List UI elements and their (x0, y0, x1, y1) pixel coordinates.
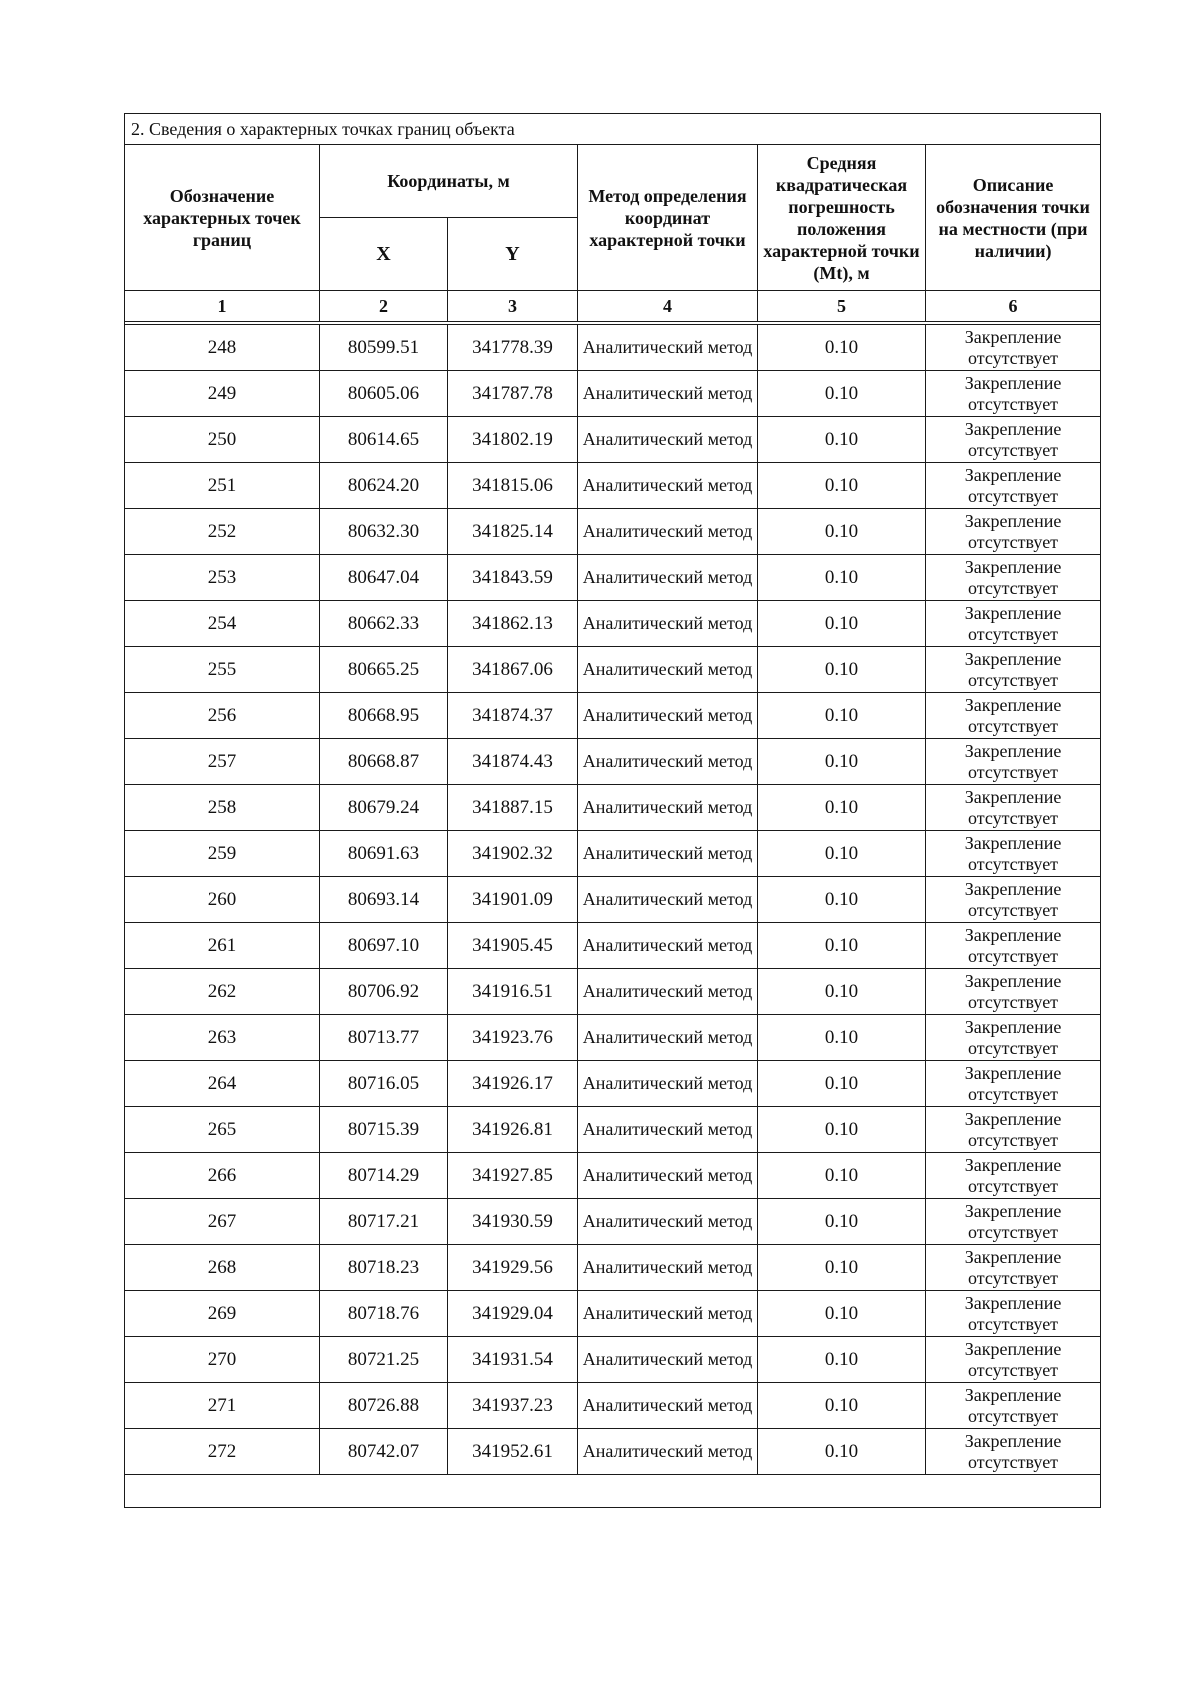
header-row-1 (125, 145, 1101, 218)
x-cell: 80715.39 (320, 1107, 448, 1153)
table-row (125, 1245, 1101, 1291)
table-row (125, 1291, 1101, 1337)
y-cell: 341901.09 (448, 877, 578, 923)
mt-cell: 0.10 (758, 555, 926, 601)
mt-cell: 0.10 (758, 1337, 926, 1383)
description-cell: Закрепление отсутствует (926, 739, 1101, 785)
description-cell: Закрепление отсутствует (926, 1153, 1101, 1199)
method-cell: Аналитический метод (578, 325, 758, 371)
table-row (125, 1107, 1101, 1153)
table-row (125, 1199, 1101, 1245)
point-cell: 258 (125, 785, 320, 831)
y-cell: 341927.85 (448, 1153, 578, 1199)
x-cell: 80691.63 (320, 831, 448, 877)
point-cell: 260 (125, 877, 320, 923)
x-cell: 80665.25 (320, 647, 448, 693)
point-cell: 262 (125, 969, 320, 1015)
method-cell: Аналитический метод (578, 739, 758, 785)
point-cell: 268 (125, 1245, 320, 1291)
description-cell: Закрепление отсутствует (926, 877, 1101, 923)
point-cell: 265 (125, 1107, 320, 1153)
point-cell: 263 (125, 1015, 320, 1061)
description-cell: Закрепление отсутствует (926, 371, 1101, 417)
description-cell: Закрепление отсутствует (926, 1429, 1101, 1475)
method-cell: Аналитический метод (578, 1291, 758, 1337)
point-cell: 267 (125, 1199, 320, 1245)
section-title: 2. Сведения о характерных точках границ объекта (125, 114, 1101, 145)
x-cell: 80614.65 (320, 417, 448, 463)
point-cell: 250 (125, 417, 320, 463)
y-cell: 341778.39 (448, 325, 578, 371)
table-row (125, 417, 1101, 463)
mt-cell: 0.10 (758, 969, 926, 1015)
y-cell: 341937.23 (448, 1383, 578, 1429)
description-cell: Закрепление отсутствует (926, 325, 1101, 371)
point-cell: 254 (125, 601, 320, 647)
point-cell: 255 (125, 647, 320, 693)
y-cell: 341862.13 (448, 601, 578, 647)
x-cell: 80624.20 (320, 463, 448, 509)
description-cell: Закрепление отсутствует (926, 1291, 1101, 1337)
table-row (125, 831, 1101, 877)
y-cell: 341874.43 (448, 739, 578, 785)
table-row (125, 509, 1101, 555)
table-row (125, 325, 1101, 371)
description-cell: Закрепление отсутствует (926, 1245, 1101, 1291)
mt-cell: 0.10 (758, 1015, 926, 1061)
mt-cell: 0.10 (758, 785, 926, 831)
description-cell: Закрепление отсутствует (926, 785, 1101, 831)
point-cell: 264 (125, 1061, 320, 1107)
method-cell: Аналитический метод (578, 1429, 758, 1475)
x-cell: 80726.88 (320, 1383, 448, 1429)
x-cell: 80742.07 (320, 1429, 448, 1475)
header-coordinates: Координаты, м (320, 145, 578, 218)
method-cell: Аналитический метод (578, 1015, 758, 1061)
x-cell: 80716.05 (320, 1061, 448, 1107)
point-cell: 269 (125, 1291, 320, 1337)
description-cell: Закрепление отсутствует (926, 831, 1101, 877)
column-number: 6 (926, 291, 1101, 322)
column-number: 3 (448, 291, 578, 322)
x-cell: 80718.76 (320, 1291, 448, 1337)
x-cell: 80605.06 (320, 371, 448, 417)
table-row (125, 463, 1101, 509)
description-cell: Закрепление отсутствует (926, 1337, 1101, 1383)
method-cell: Аналитический метод (578, 693, 758, 739)
x-cell: 80599.51 (320, 325, 448, 371)
mt-cell: 0.10 (758, 693, 926, 739)
column-number: 5 (758, 291, 926, 322)
method-cell: Аналитический метод (578, 923, 758, 969)
boundary-points-table (124, 113, 1101, 1508)
table-row (125, 1337, 1101, 1383)
description-cell: Закрепление отсутствует (926, 969, 1101, 1015)
section-title-row (125, 114, 1101, 145)
x-cell: 80718.23 (320, 1245, 448, 1291)
x-cell: 80662.33 (320, 601, 448, 647)
point-cell: 252 (125, 509, 320, 555)
description-cell: Закрепление отсутствует (926, 601, 1101, 647)
mt-cell: 0.10 (758, 831, 926, 877)
y-cell: 341787.78 (448, 371, 578, 417)
mt-cell: 0.10 (758, 1107, 926, 1153)
y-cell: 341887.15 (448, 785, 578, 831)
mt-cell: 0.10 (758, 1061, 926, 1107)
method-cell: Аналитический метод (578, 1337, 758, 1383)
method-cell: Аналитический метод (578, 877, 758, 923)
mt-cell: 0.10 (758, 417, 926, 463)
point-cell: 270 (125, 1337, 320, 1383)
method-cell: Аналитический метод (578, 601, 758, 647)
method-cell: Аналитический метод (578, 1199, 758, 1245)
column-number: 1 (125, 291, 320, 322)
description-cell: Закрепление отсутствует (926, 1015, 1101, 1061)
table-row (125, 371, 1101, 417)
empty-footer-row (125, 1475, 1101, 1508)
table-row (125, 923, 1101, 969)
x-cell: 80713.77 (320, 1015, 448, 1061)
method-cell: Аналитический метод (578, 555, 758, 601)
table-row (125, 1429, 1101, 1475)
mt-cell: 0.10 (758, 1199, 926, 1245)
header-designation: Обозначение характерных точек границ (125, 145, 320, 291)
mt-cell: 0.10 (758, 1429, 926, 1475)
y-cell: 341929.56 (448, 1245, 578, 1291)
mt-cell: 0.10 (758, 877, 926, 923)
mt-cell: 0.10 (758, 601, 926, 647)
method-cell: Аналитический метод (578, 1245, 758, 1291)
point-cell: 261 (125, 923, 320, 969)
y-cell: 341929.04 (448, 1291, 578, 1337)
table-row (125, 1383, 1101, 1429)
point-cell: 249 (125, 371, 320, 417)
description-cell: Закрепление отсутствует (926, 693, 1101, 739)
x-cell: 80714.29 (320, 1153, 448, 1199)
y-cell: 341843.59 (448, 555, 578, 601)
description-cell: Закрепление отсутствует (926, 509, 1101, 555)
description-cell: Закрепление отсутствует (926, 1107, 1101, 1153)
description-cell: Закрепление отсутствует (926, 555, 1101, 601)
column-number: 2 (320, 291, 448, 322)
y-cell: 341874.37 (448, 693, 578, 739)
header-method: Метод определения координат характерной точки (578, 145, 758, 291)
mt-cell: 0.10 (758, 1245, 926, 1291)
x-cell: 80668.95 (320, 693, 448, 739)
table-row (125, 877, 1101, 923)
point-cell: 266 (125, 1153, 320, 1199)
method-cell: Аналитический метод (578, 371, 758, 417)
x-cell: 80697.10 (320, 923, 448, 969)
x-cell: 80668.87 (320, 739, 448, 785)
y-cell: 341931.54 (448, 1337, 578, 1383)
y-cell: 341926.17 (448, 1061, 578, 1107)
description-cell: Закрепление отсутствует (926, 463, 1101, 509)
method-cell: Аналитический метод (578, 1383, 758, 1429)
point-cell: 257 (125, 739, 320, 785)
point-cell: 248 (125, 325, 320, 371)
table-row (125, 1153, 1101, 1199)
description-cell: Закрепление отсутствует (926, 1199, 1101, 1245)
column-number-row (125, 291, 1101, 322)
y-cell: 341825.14 (448, 509, 578, 555)
header-description: Описание обозначения точки на местности (при наличии) (926, 145, 1101, 291)
mt-cell: 0.10 (758, 739, 926, 785)
y-cell: 341905.45 (448, 923, 578, 969)
y-cell: 341926.81 (448, 1107, 578, 1153)
table-row (125, 969, 1101, 1015)
point-cell: 253 (125, 555, 320, 601)
y-cell: 341802.19 (448, 417, 578, 463)
method-cell: Аналитический метод (578, 417, 758, 463)
point-cell: 251 (125, 463, 320, 509)
mt-cell: 0.10 (758, 509, 926, 555)
method-cell: Аналитический метод (578, 1153, 758, 1199)
method-cell: Аналитический метод (578, 969, 758, 1015)
mt-cell: 0.10 (758, 1383, 926, 1429)
description-cell: Закрепление отсутствует (926, 1383, 1101, 1429)
table-row (125, 555, 1101, 601)
method-cell: Аналитический метод (578, 463, 758, 509)
description-cell: Закрепление отсутствует (926, 417, 1101, 463)
method-cell: Аналитический метод (578, 647, 758, 693)
column-number: 4 (578, 291, 758, 322)
point-cell: 256 (125, 693, 320, 739)
method-cell: Аналитический метод (578, 1061, 758, 1107)
y-cell: 341815.06 (448, 463, 578, 509)
description-cell: Закрепление отсутствует (926, 647, 1101, 693)
header-error: Средняя квадратическая погрешность положения характерной точки (Mt), м (758, 145, 926, 291)
point-cell: 272 (125, 1429, 320, 1475)
table-row (125, 693, 1101, 739)
x-cell: 80679.24 (320, 785, 448, 831)
method-cell: Аналитический метод (578, 785, 758, 831)
table-row (125, 739, 1101, 785)
header-x: X (320, 218, 448, 291)
mt-cell: 0.10 (758, 1291, 926, 1337)
table-row (125, 601, 1101, 647)
mt-cell: 0.10 (758, 923, 926, 969)
table-row (125, 647, 1101, 693)
x-cell: 80647.04 (320, 555, 448, 601)
y-cell: 341902.32 (448, 831, 578, 877)
method-cell: Аналитический метод (578, 1107, 758, 1153)
y-cell: 341930.59 (448, 1199, 578, 1245)
header-y: Y (448, 218, 578, 291)
table-row (125, 785, 1101, 831)
table-row (125, 1061, 1101, 1107)
y-cell: 341923.76 (448, 1015, 578, 1061)
point-cell: 271 (125, 1383, 320, 1429)
x-cell: 80693.14 (320, 877, 448, 923)
x-cell: 80706.92 (320, 969, 448, 1015)
x-cell: 80632.30 (320, 509, 448, 555)
x-cell: 80721.25 (320, 1337, 448, 1383)
description-cell: Закрепление отсутствует (926, 923, 1101, 969)
mt-cell: 0.10 (758, 647, 926, 693)
point-cell: 259 (125, 831, 320, 877)
empty-footer-cell (125, 1475, 1101, 1508)
y-cell: 341952.61 (448, 1429, 578, 1475)
y-cell: 341916.51 (448, 969, 578, 1015)
mt-cell: 0.10 (758, 463, 926, 509)
mt-cell: 0.10 (758, 1153, 926, 1199)
x-cell: 80717.21 (320, 1199, 448, 1245)
y-cell: 341867.06 (448, 647, 578, 693)
mt-cell: 0.10 (758, 371, 926, 417)
mt-cell: 0.10 (758, 325, 926, 371)
method-cell: Аналитический метод (578, 509, 758, 555)
method-cell: Аналитический метод (578, 831, 758, 877)
table-row (125, 1015, 1101, 1061)
description-cell: Закрепление отсутствует (926, 1061, 1101, 1107)
